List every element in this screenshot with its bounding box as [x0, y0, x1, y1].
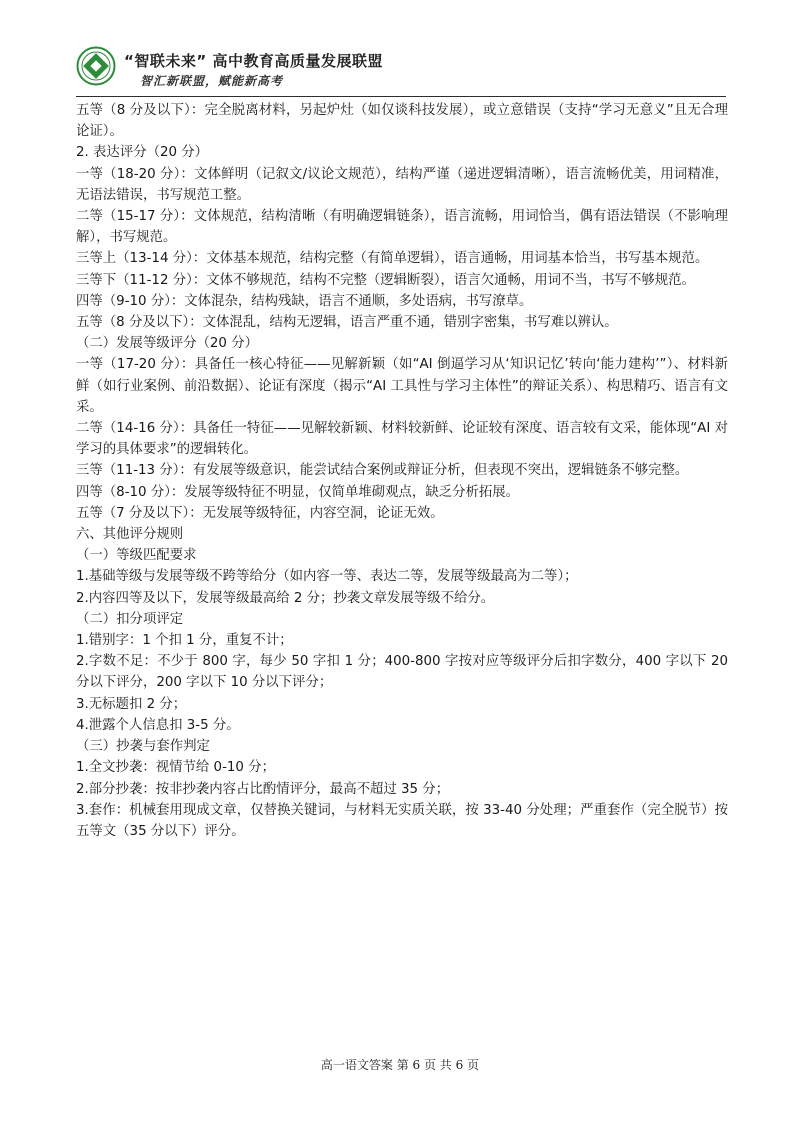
org-slogan: 智汇新联盟，赋能新高考 [140, 74, 284, 88]
other-rules-heading: 六、其他评分规则 [76, 527, 184, 543]
page-footer: 高一语文答案 第 6 页 共 6 页 [320, 1058, 480, 1072]
expression-grade-one: 一等（18-20 分）：文体鲜明（记叙文/议论文规范），结构严谨（递进逻辑清晰），语言流畅优美，用词精准，无语法错误，书写规范工整。 [76, 166, 728, 203]
expression-grade-three-lower: 三等下（11-12 分）：文体不够规范，结构不完整（逻辑断裂），语言欠通畅，用词不当，书写不够规范。 [76, 272, 695, 288]
development-grade-four: 四等（8-10 分）：发展等级特征不明显，仅简单堆砌观点，缺乏分析拓展。 [76, 484, 520, 500]
org-name: “智联未来” 高中教育高质量发展联盟 [124, 52, 383, 70]
grade-match-heading: （一）等级匹配要求 [76, 548, 197, 564]
plagiarism-rule-3: 3.套作：机械套用现成文章，仅替换关键词，与材料无实质关联，按 33-40 分处理；严重套作（完全脱节）按五等文（35 分以下）评分。 [76, 802, 728, 839]
deduction-heading: （二）扣分项评定 [76, 611, 184, 627]
plagiarism-rule-2: 2.部分抄袭：按非抄袭内容占比酌情评分，最高不超过 35 分； [76, 781, 450, 797]
development-grade-three: 三等（11-13 分）：有发展等级意识，能尝试结合案例或辩证分析，但表现不突出，逻辑链条不够完整。 [76, 463, 689, 479]
grade-five-content-line: 五等（8 分及以下）：完全脱离材料，另起炉灶（如仅谈科技发展），或立意错误（支持“学习无意义”且无合理论证）。 [76, 103, 728, 140]
page-header [74, 38, 724, 100]
development-grade-two: 二等（14-16 分）：具备任一特征——见解较新颖、材料较新鲜、论证较有深度、语言较有文采，能体现“AI 对学习的具体要求”的逻辑转化。 [76, 421, 728, 458]
deduction-rule-1: 1.错别字：1 个扣 1 分，重复不计； [76, 633, 293, 649]
deduction-rule-2: 2.字数不足：不少于 800 字，每少 50 字扣 1 分；400-800 字按对应等级评分后扣字数分，400 字以下 20 分以下评分，200 字以下 10 分以下评分； [76, 654, 728, 691]
deduction-rule-3: 3.无标题扣 2 分； [76, 696, 187, 712]
development-grade-five: 五等（7 分及以下）：无发展等级特征，内容空洞，论证无效。 [76, 505, 444, 521]
plagiarism-rule-1: 1.全文抄袭：视情节给 0-10 分； [76, 760, 275, 776]
grade-match-rule-2: 2.内容四等及以下，发展等级最高给 2 分；抄袭文章发展等级不给分。 [76, 590, 495, 606]
grade-match-rule-1: 1.基础等级与发展等级不跨等给分（如内容一等、表达二等，发展等级最高为二等）； [76, 569, 578, 585]
alliance-logo-icon [76, 46, 116, 86]
development-grade-one: 一等（17-20 分）：具备任一核心特征——见解新颖（如“AI 倒逼学习从‘知识记忆’转向‘能力建构’”）、材料新鲜（如行业案例、前沿数据）、论证有深度（揭示“AI 工具性与学习主体性”的辩证关系）、构思精巧、语言有文采。 [76, 357, 728, 415]
expression-score-heading: 2. 表达评分（20 分） [76, 145, 209, 161]
header-divider [76, 96, 726, 97]
development-score-heading: （二）发展等级评分（20 分） [76, 336, 258, 352]
expression-grade-two: 二等（15-17 分）：文体规范，结构清晰（有明确逻辑链条），语言流畅，用词恰当，偶有语法错误（不影响理解），书写规范。 [76, 209, 728, 246]
document-body [76, 100, 728, 842]
expression-grade-five: 五等（8 分及以下）：文体混乱，结构无逻辑，语言严重不通，错别字密集，书写难以辨认。 [76, 315, 618, 331]
deduction-rule-4: 4.泄露个人信息扣 3-5 分。 [76, 717, 240, 733]
expression-grade-three-upper: 三等上（13-14 分）：文体基本规范，结构完整（有简单逻辑），语言通畅，用词基本恰当，书写基本规范。 [76, 251, 709, 267]
plagiarism-heading: （三）抄袭与套作判定 [76, 739, 210, 755]
expression-grade-four: 四等（9-10 分）：文体混杂，结构残缺，语言不通顺，多处语病，书写潦草。 [76, 293, 533, 309]
